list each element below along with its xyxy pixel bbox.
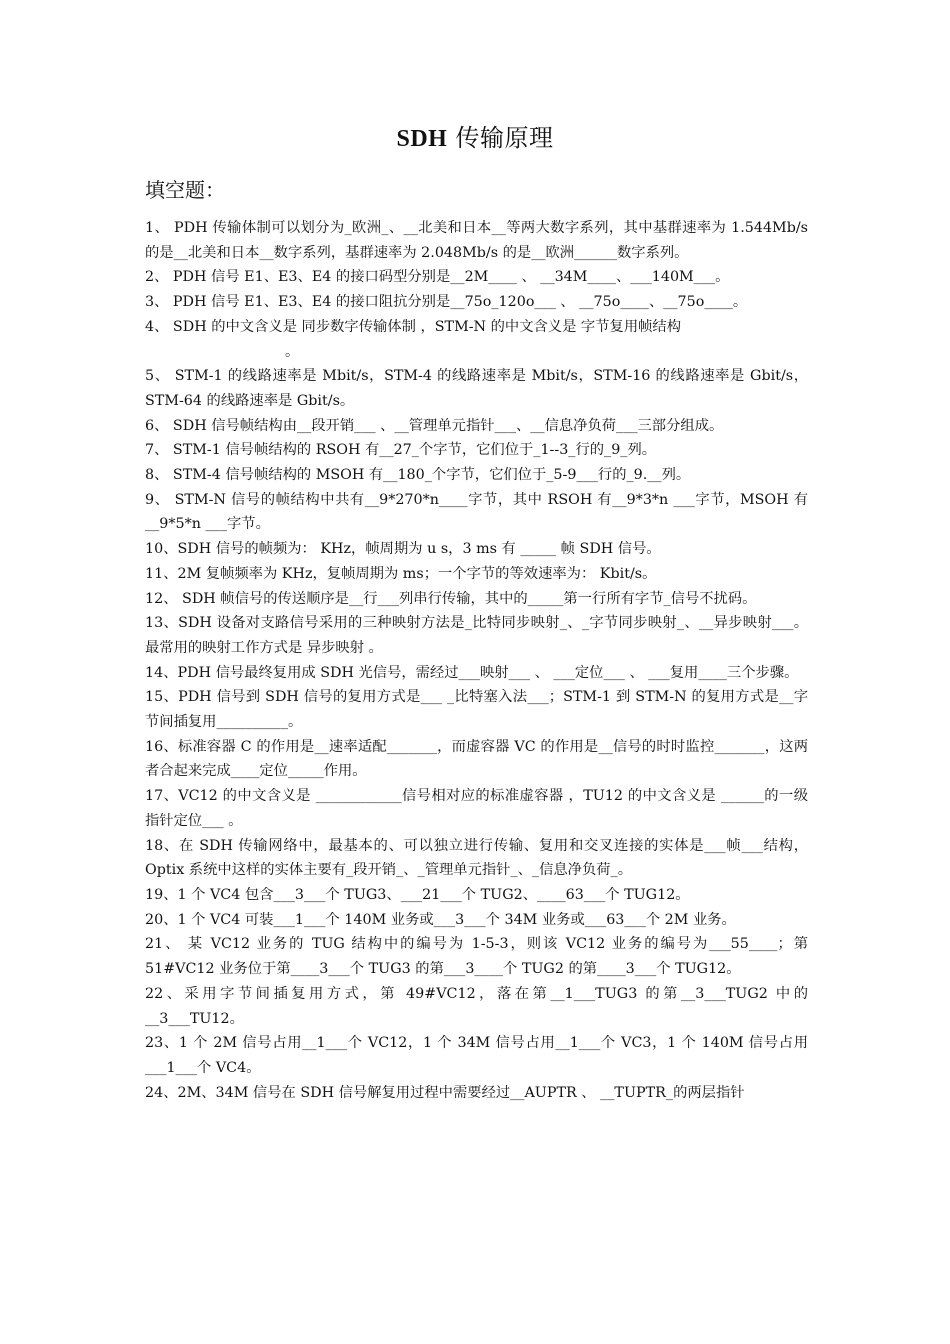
question-2: 2、 PDH 信号 E1、E3、E4 的接口码型分别是__2M____ 、 __34M____、___140M___。 xyxy=(145,269,730,286)
question-22: 22、采用字节间插复用方式，第 49#VC12，落在第__1___TUG3 的第__3___TUG2 中的__3___TU12。 xyxy=(145,985,808,1027)
question-19: 19、1 个 VC4 包含___3___个 TUG3、___21___个 TUG2、____63___个 TUG12。 xyxy=(145,886,690,903)
question-11: 11、2M 复帧频率为 KHz，复帧周期为 ms；一个字节的等效速率为： Kbit/s。 xyxy=(145,565,657,582)
question-15: 15、PDH 信号到 SDH 信号的复用方式是___ _比特塞入法___；STM-1 到 STM-N 的复用方式是__字节间插复用__________。 xyxy=(145,689,808,731)
question-21: 21、 某 VC12 业务的 TUG 结构中的编号为 1-5-3，则该 VC12 业务的编号为___55____；第 51#VC12 业务位于第____3___个 TUG3 的第___3____个 TUG2 的第____3___个 TUG12。 xyxy=(145,936,808,978)
question-4-continuation: 。 xyxy=(285,343,300,360)
question-7: 7、 STM-1 信号帧结构的 RSOH 有__27_个字节，它们位于_1--3_行的_9_列。 xyxy=(145,442,657,459)
question-20: 20、1 个 VC4 可装___1___个 140M 业务或___3___个 34M 业务或___63___个 2M 业务。 xyxy=(145,911,736,928)
question-6: 6、 SDH 信号帧结构由__段开销___ 、__管理单元指针___、__信息净负荷___三部分组成。 xyxy=(145,417,724,434)
page-title: SDH 传输原理 xyxy=(396,124,554,152)
question-13: 13、SDH 设备对支路信号采用的三种映射方法是_比特同步映射_、_字节同步映射_、__异步映射___。最常用的映射工作方式是 异步映射 。 xyxy=(145,615,808,656)
question-18: 18、在 SDH 传输网络中，最基本的、可以独立进行传输、复用和交叉连接的实体是___帧___结构，Optix 系统中这样的实体主要有_段开销_、_管理单元指针_、_信息净负荷_。 xyxy=(145,837,808,879)
question-list xyxy=(145,216,808,1105)
question-1: 1、 PDH 传输体制可以划分为_欧洲_、__北美和日本__等两大数字系列，其中基群速率为 1.544Mb/s 的是__北美和日本__数字系列，基群速率为 2.048Mb/s 的是__欧洲______数字系列。 xyxy=(145,220,808,261)
question-17: 17、VC12 的中文含义是 ____________信号相对应的标准虚容器 ，TU12 的中文含义是 ______的一级指针定位___ 。 xyxy=(145,788,808,829)
question-24: 24、2M、34M 信号在 SDH 信号解复用过程中需要经过__AUPTR 、 __TUPTR_的两层指针 xyxy=(145,1084,745,1101)
question-5: 5、 STM-1 的线路速率是 Mbit/s，STM-4 的线路速率是 Mbit/s，STM-16 的线路速率是 Gbit/s，STM-64 的线路速率是 Gbit/s。 xyxy=(145,368,808,409)
question-9: 9、 STM-N 信号的帧结构中共有__9*270*n____字节，其中 RSOH 有__9*3*n ___字节，MSOH 有__9*5*n ___字节。 xyxy=(145,491,808,533)
question-14: 14、PDH 信号最终复用成 SDH 光信号，需经过___映射___ 、 ___定位___ 、 ___复用____三个步骤。 xyxy=(145,664,799,681)
question-16: 16、标准容器 C 的作用是__速率适配_______，而虚容器 VC 的作用是__信号的时时监控_______，这两者合起来完成____定位_____作用。 xyxy=(145,738,808,780)
question-12: 12、 SDH 帧信号的传送顺序是__行___列串行传输，其中的_____第一行所有字节_信号不扰码。 xyxy=(145,590,757,607)
question-3: 3、 PDH 信号 E1、E3、E4 的接口阻抗分别是__75o_120o___ 、 __75o____、__75o____。 xyxy=(145,294,748,311)
question-23: 23、1 个 2M 信号占用__1___个 VC12，1 个 34M 信号占用__1___个 VC3，1 个 140M 信号占用___1___个 VC4。 xyxy=(145,1035,808,1076)
section-heading: 填空题： xyxy=(145,178,225,202)
question-4: 4、 SDH 的中文含义是 同步数字传输体制 ，STM-N 的中文含义是 字节复用帧结构 xyxy=(145,318,682,335)
question-8: 8、 STM-4 信号帧结构的 MSOH 有__180_个字节，它们位于_5-9___行的_9.__列。 xyxy=(145,467,691,484)
question-10: 10、SDH 信号的帧频为： KHz，帧周期为 u s，3 ms 有 _____ 帧 SDH 信号。 xyxy=(145,541,661,558)
